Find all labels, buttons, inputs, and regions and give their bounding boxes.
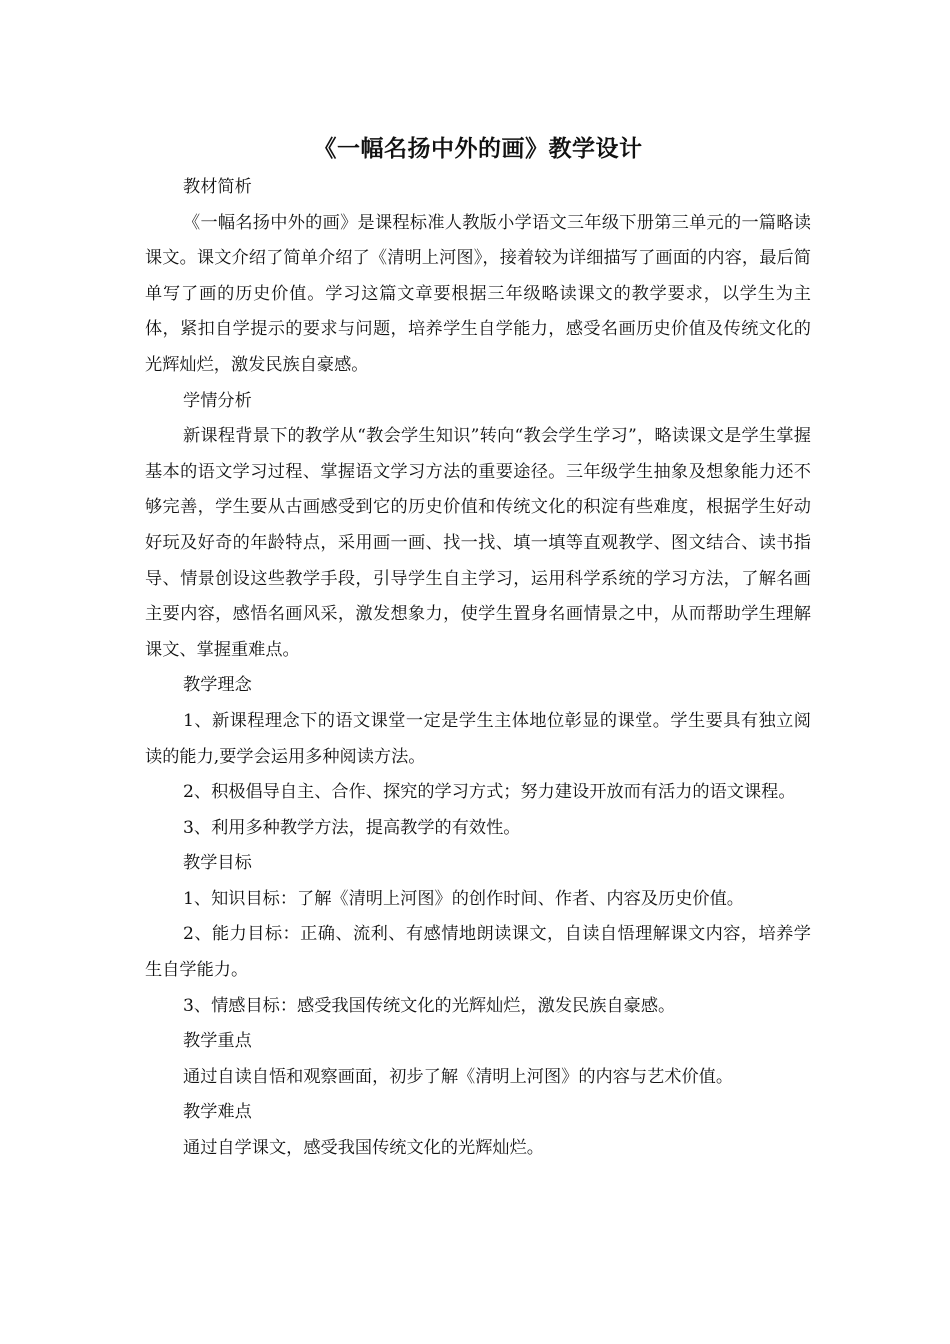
document-page (145, 128, 811, 1167)
section-heading: 学情分析 (183, 390, 252, 411)
section-heading: 教学理念 (183, 675, 252, 696)
section-paragraph: 新课程背景下的教学从“教会学生知识”转向“教会学生学习”，略读课文是学生掌握基本的语文学习过程、掌握语文学习方法的重要途径。三年级学生抽象及想象能力还不够完善，学生要从古画感受到它的历史价值和传统文化的积淀有些难度，根据学生好动好玩及好奇的年龄特点，采用画一画、找一找、填一填等直观教学、图文结合、读书指导、情景创设这些教学手段，引导学生自主学习，运用科学系统的学习方法，了解名画主要内容，感悟名画风采，激发想象力，使学生置身名画情景之中，从而帮助学生理解课文、掌握重难点。 (145, 426, 811, 660)
section-paragraph: 3、情感目标：感受我国传统文化的光辉灿烂，激发民族自豪感。 (183, 995, 676, 1016)
section-teaching-focus (145, 1024, 811, 1095)
section-learner-analysis (145, 384, 811, 669)
section-heading: 教材简析 (183, 177, 252, 197)
section-paragraph: 《一幅名扬中外的画》是课程标准人教版小学语文三年级下册第三单元的一篇略读课文。课文介绍了简单介绍了《清明上河图》，接着较为详细描写了画面的内容，最后简单写了画的历史价值。学习这篇文章要根据三年级略读课文的教学要求，以学生为主体，紧扣自学提示的要求与问题，培养学生自学能力，感受名画历史价值及传统文化的光辉灿烂，激发民族自豪感。 (145, 212, 811, 375)
section-heading: 教学难点 (183, 1102, 252, 1123)
section-heading: 教学目标 (183, 853, 252, 874)
section-paragraph: 通过自学课文，感受我国传统文化的光辉灿烂。 (183, 1138, 544, 1159)
section-heading: 教学重点 (183, 1031, 252, 1052)
section-teaching-objectives (145, 846, 811, 1024)
document-title: 《一幅名扬中外的画》教学设计 (313, 136, 643, 162)
section-teaching-difficulty (145, 1095, 811, 1166)
section-paragraph: 通过自读自悟和观察画面，初步了解《清明上河图》的内容与艺术价值。 (183, 1066, 734, 1087)
section-paragraph: 1、新课程理念下的语文课堂一定是学生主体地位彰显的课堂。学生要具有独立阅读的能力,要学会运用多种阅读方法。 (145, 710, 811, 767)
section-paragraph: 1、知识目标：了解《清明上河图》的创作时间、作者、内容及历史价值。 (183, 888, 744, 909)
section-teaching-philosophy (145, 668, 811, 846)
section-paragraph: 2、积极倡导自主、合作、探究的学习方式；努力建设开放而有活力的语文课程。 (183, 782, 796, 803)
section-paragraph: 2、能力目标：正确、流利、有感情地朗读课文，自读自悟理解课文内容，培养学生自学能力。 (145, 924, 811, 981)
section-paragraph: 3、利用多种教学方法，提高教学的有效性。 (183, 817, 521, 838)
section-textbook-analysis (145, 170, 811, 384)
